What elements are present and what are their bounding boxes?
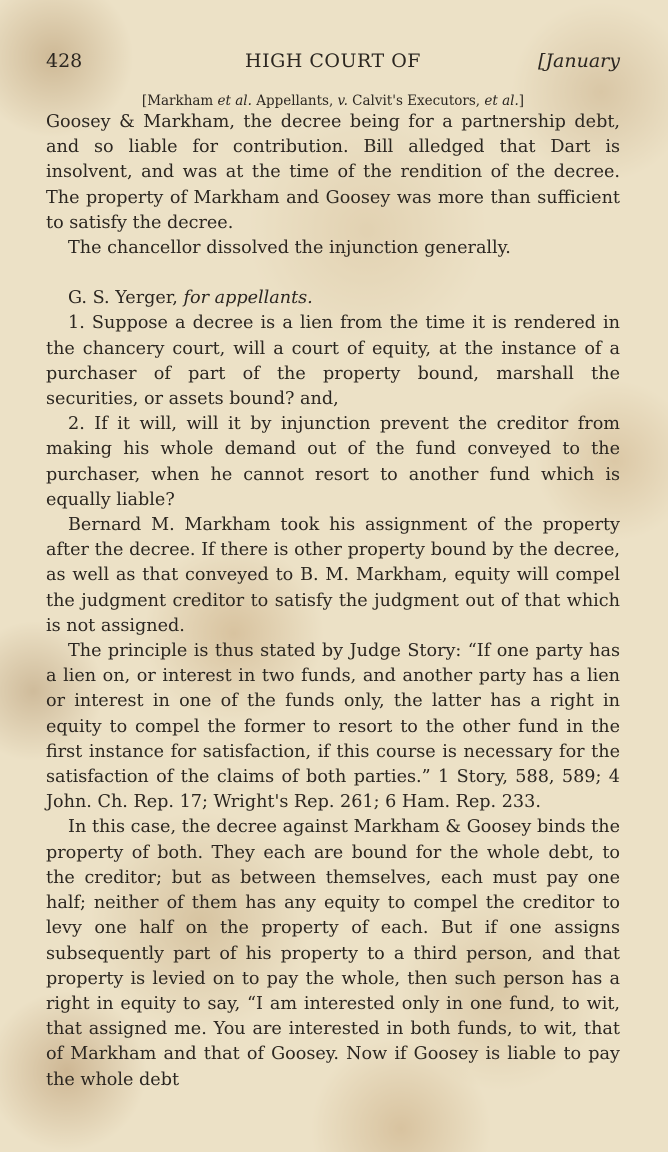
paragraph: The chancellor dissolved the injunction generally. xyxy=(68,238,511,259)
paragraph: Goosey & Markham, the decree being for a partnership debt, and so liable for contribution. Bill alledged that Dart is insolvent, and was at the time of the rendition of the decree. The property of Markham and Goosey was more than sufficient to satisfy the decree. xyxy=(46,112,620,233)
paragraph: The principle is thus stated by Judge Story: “If one party has a lien on, or interest in two funds, and another party has a lien or interest in one of the funds only, the latter has a right in equity to compel the former to resort to the other fund in the first instance for satisfaction, if this course is necessary for the satisfaction of the claims of both parties.” 1 Story, 588, 589; 4 John. Ch. Rep. 17; Wright's Rep. 261; 6 Ham. Rep. 233. xyxy=(46,641,620,813)
caption-part: [Markham xyxy=(141,93,218,109)
paragraph: In this case, the decree against Markham & Goosey binds the property of both. They each are bound for the whole debt, to the creditor; but as between themselves, each must pay one half; neither of them has any equity to compel the creditor to levy one half on the property of each. But if one assigns subsequently part of his property to a third person, and that property is levied on to pay the whole, then such person has a right in equity to say, “I am interested only in one fund, to wit, that assigned me. You are interested in both funds, to wit, that of Markham and that of Goosey. Now if Goosey is liable to pay the whole debt xyxy=(46,817,620,1090)
running-title: HIGH COURT OF xyxy=(245,50,421,72)
counsel-line xyxy=(46,286,620,311)
running-header xyxy=(46,48,620,78)
paragraph: 2. If it will, will it by injunction prevent the creditor from making his whole demand out of the fund conveyed to the purchaser, when he cannot resort to another fund which is equally liable? xyxy=(46,414,620,510)
page-number: 428 xyxy=(46,50,83,72)
page-content xyxy=(46,48,620,1093)
caption-part: ] xyxy=(518,93,525,109)
caption-part: Calvit's Executors, xyxy=(347,93,485,109)
case-caption xyxy=(46,92,620,110)
caption-part: Appellants, xyxy=(251,93,338,109)
counsel-name: G. S. Yerger, xyxy=(68,288,178,309)
caption-part: et al. xyxy=(484,93,519,109)
body-text xyxy=(46,110,620,1093)
counsel-role: for appellants. xyxy=(177,288,313,309)
paragraph: Bernard M. Markham took his assignment of the property after the decree. If there is other property bound by the decree, as well as that conveyed to B. M. Markham, equity will compel the judgment creditor to satisfy the judgment out of that which is not assigned. xyxy=(46,515,620,636)
caption-part: et al. xyxy=(217,93,252,109)
paragraph: 1. Suppose a decree is a lien from the time it is rendered in the chancery court, will a court of equity, at the instance of a purchaser of part of the property bound, marshall the securities, or assets bound? and, xyxy=(46,313,620,410)
caption-part: v. xyxy=(337,93,348,109)
running-month: [January xyxy=(538,50,620,72)
